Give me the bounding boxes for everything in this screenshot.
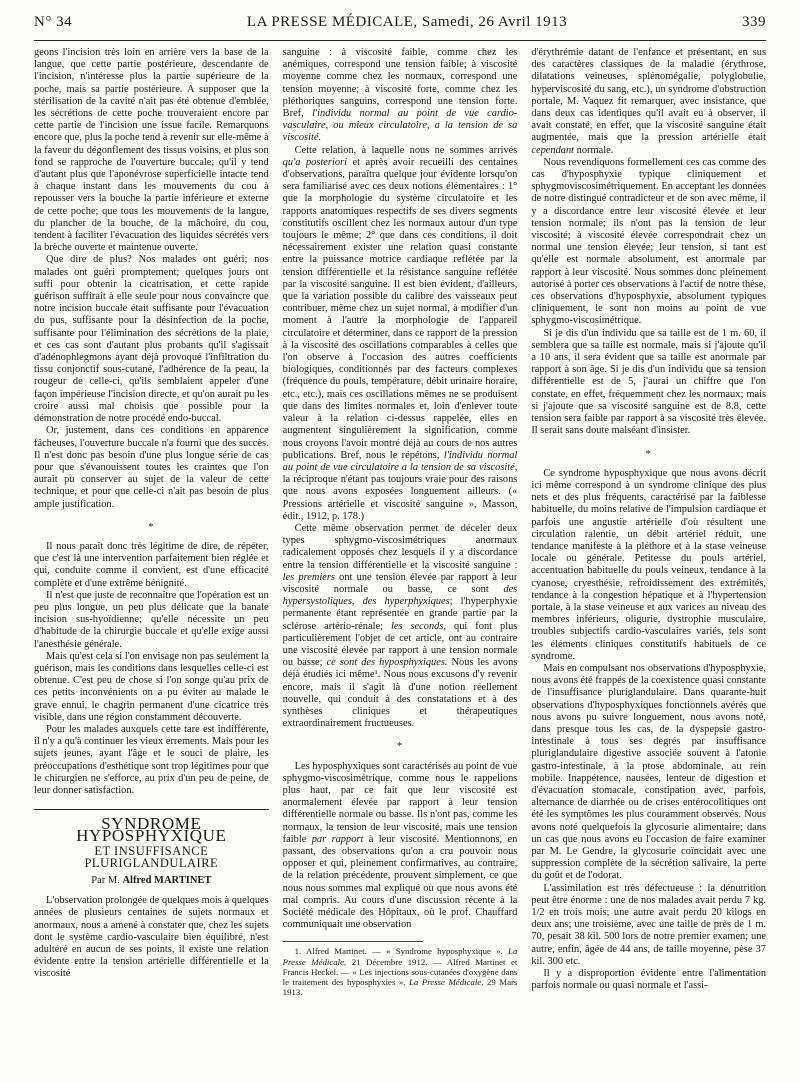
footnote: 1. Alfred Martinet. — « Syndrome hyposphyxique ». La Presse Médicale, 21 Décembre 1912. — Alfred Martinet et Francis Heckel. — « Les injections sous-cutanées d'oxygène dans le traitement des hyposphyxies ». La Presse Médicale, 29 Mars 1913. (282, 946, 518, 998)
masthead (34, 14, 766, 41)
journal-title-date: LA PRESSE MÉDICALE, Samedi, 26 Avril 1913 (246, 14, 568, 30)
paragraph: Mais en compulsant nos observations d'hyposphyxie, nous avons été frappés de la coexistence quasi constante de l'insuffisance pluriglandulaire. Dans quarante-huit observations d'hyposphyxiques fonctionnels avérés que nous avons pu suivre longuement, nous avons noté, dans presque tous les cas, de la dyspepsie gastro-intestinale à tous ses degrés par insuffisance pluriglandulaire digestive associée souvent à l'atonie gastro-intestinale, à la ptose abdominale, au rein mobile. Inappétence, nausées, lenteur de digestion et d'évacuation stomacale, constipation avec, parfois, alternance de diarrhée ou de crises entérocolitiques ont été les symptômes les plus couramment observés. Nous avons noté quelquefois la glycosurie alimentaire; dans un cas que nous avons eu l'occasion de faire examiner par M. Le Gendre, la glycosurie coïncidait avec une suppression complète de la sécrétion salivaire, la perte du goût et de l'odorat. (531, 662, 766, 882)
issue-number: N° 34 (34, 14, 73, 30)
paragraph: d'érythrémie datant de l'enfance et présentant, en sus des caractères classiques de la maladie (érythrose, dilatations veineuses, splénomégalie, polyglobulie, hyperviscosité du sang, etc.), un syndrome d'obstruction portale, M. Vaquez fit remarquer, avec insistance, que dans deux cas identiques qu'il avait eu à observer, il avait constaté, en effet, que la viscosité sanguine était augmentée, mais que la pression artérielle était cependant normale. (531, 47, 766, 156)
section-separator: * (645, 447, 652, 460)
footnote-rule (283, 941, 424, 942)
paragraph: Il y a disproportion évidente entre l'alimentation parfois normale ou quasi normale et l'assi- (531, 968, 766, 992)
author-name: Alfred MARTINET (122, 875, 212, 886)
article-subtitle: ET INSUFFISANCE PLURIGLANDULAIRE (84, 843, 219, 870)
paragraph: Les hyposphyxiques sont caractérisés au point de vue sphygmo-viscosimétrique, comme nous le rappelions plus haut, par ce fait que leur viscosité est anormalement élevée par rapport à leur tension différentielle normale ou basse. Ils n'ont pas, comme les normaux, la tension de leur viscosité, mais une tension faible par rapport à leur viscosité. Mentionnons, en passant, des observations qu'on a cru pouvoir nous opposer et qui, pleinement confirmatives, au contraire, de la relation précédente, prouvent simplement, ce que nous nous sommes mal expliqué ou que nous avons été mal compris. Au cours d'une discussion récente à la Société médicale des Hôpitaux, où le prof. Chauffard communiquait une observation (282, 760, 518, 931)
paragraph: Pour les malades auxquels cette tare est indifférente, il n'y a qu'à continuer les vieux errements. Mais pour les sujets jeunes, ayant l'âge et le souci de plaire, les préoccupations d'esthétique sont trop légitimes pour que le chirurgien ne s'efforce, au prix d'un peu de peine, de leur donner satisfaction. (34, 723, 269, 796)
article-title: SYNDROME HYPOSPHYXIQUE (76, 814, 227, 846)
paragraph: Mais qu'est cela si l'on envisage non pas seulement la guérison, mais les conditions dans lesquelles celle-ci est obtenue. C'est peu de chose si l'on songe qu'au prix de ces petits inconvénients on a pu éviter au malade le grave ennui, le chagrin permanent d'une cicatrice très visible, dans une région constamment découverte. (34, 650, 269, 723)
paragraph: L'observation prolongée de quelques mois à quelques années de plusieurs centaines de sujets normaux et anormaux, nous a amené à constater que, chez les sujets dont le système cardio-vasculaire bien équilibré, n'est adultéré en aucun de ses points, il existe une relation évidente entre la tension artérielle différentielle et la viscosité (34, 895, 269, 980)
column-3 (531, 47, 766, 1073)
paragraph: Cette relation, à laquelle nous ne sommes arrivés qu'a posteriori et après avoir recueilli des centaines d'observations, paraîtra quelque jour évidente lorsqu'on sera familiarisé avec ces deux notions élémentaires : 1° que la morphologie du système circulatoire et les rapports anatomiques respectifs de ses divers segments constitutifs oscillent chez les normaux autour d'un type toujours le même; 2° que dans ces conditions, il doit nécessairement exister une relation quasi constante entre la puissance motrice cardiaque reflétée par la tension différentielle et la résistance sanguine reflétée par la viscosité sanguine. Il est bien évident, d'ailleurs, que la variation possible du calibre des vaisseaux peut contribuer, même chez un sujet normal, à modifier d'un moment à l'autre la morphologie de l'appareil circulatoire et déterminer, dans ce rapport de la pression à la viscosité des oscillations comparables à celles que l'on observe à l'occasion des autres coefficients biologiques, conditionnés par des facteurs complexes (fréquence du pouls, température, débit urinaire horaire, etc., etc.), mais ces oscillations mêmes ne se produisent que dans des limites normales et, loin d'enlever toute valeur à la relation ci-dessus rappelée, elles en augmentent singulièrement la signification, comme nous croyons l'avoir montré déjà au cours de nos autres publications. Bref, nous le répétons, l'individu normal au point de vue circulatoire a la tension de sa viscosité, la réciproque n'étant pas toujours vraie pour des raisons que nous avons exposées longuement ailleurs. (« Pressions artérielle et viscosité sanguine », Masson, édit., 1912, p. 178.) (282, 144, 518, 522)
column-2 (283, 47, 518, 1073)
article-divider (34, 809, 269, 810)
page-number: 339 (741, 14, 766, 30)
paragraph: Or, justement, dans ces conditions en apparence fâcheuses, l'ouverture buccale n'a fourni que des succès. Il n'est donc pas besoin d'une plus longue série de cas pour que s'évanouissent toutes les craintes que l'on aurait pu conserver au sujet de la valeur de cette technique, et pour que celle-ci n'ait pas besoin de plus ample justification. (34, 425, 269, 510)
article-author (34, 875, 269, 887)
paragraph: Ce syndrome hyposphyxique que nous avons décrit ici même correspond à un syndrome clinique des plus nets et des plus fréquents, caractérisé par la faiblesse habituelle, du moins relative de l'impulsion cardiaque et parfois une angustie artérielle d'où résultent une circulation ralentie, un débit artériel réduit, une tendance manifeste à la pléthore et à la stase veineuse locale ou générale. Petitesse du pouls artériel, accentuation habituelle du pouls veineux, tendance à la cyanose, cryesthésie, refroidissement des extrémités, tendance à la congestion hépatique et à l'hypertension portale, à la stase veineuse et aux varices au niveau des membres inférieurs, oligurie, dystrophie musculaire, troubles subjectifs cardio-vasculaires variés, tels sont les éléments cliniques constitutifs habituels de ce syndrome. (531, 467, 766, 662)
section-separator: * (396, 740, 404, 753)
paragraph: Il nous paraît donc très légitime de dire, de répéter, que c'est là une intervention parfaitement bien réglée et qui, conduite comme il convient, est d'une efficacité complète et d'une extrême bénignité. (34, 540, 269, 589)
paragraph: geons l'incision très loin en arrière vers la base de la langue, que cette partie postérieure, descendante de l'incision, n'intéresse plus la partie supérieure de la poche, mais sa partie postérieure. A supposer que la stérilisation de la cavité n'ait pas été obtenue d'emblée, les sécrétions de cette poche trouveraient encore par cette partie de l'incision une issue facile. Remarquons encore que, plus la poche tend à revenir sur elle-même à la faveur du dégonflement des tissus voisins, et plus son fond se rapproche de l'ouverture buccale; qu'il y tend d'autant plus que l'aponévrose superficielle intacte tend à chaque instant dans les mouvements du cou à repousser vers la bouche la partie inférieure et externe de cette poche; que tous les mouvements de la langue, du plancher de la bouche, de la mâchoire, du cou, tendent à faciliter l'évacuation des liquides sécrétés vers la brèche ouverte et maintenue ouverte. (34, 47, 269, 254)
paragraph: L'assimilation est très défectueuse : la dénutrition peut être énorme : une de nos malades avait perdu 7 kg. 1/2 en trois mois; une autre avait perdu 20 kilogs en deux ans; une troisième, avec une taille de près de 1 m. 70, pesait 38 kil. 500 lors de notre premier examen; une autre, enfin, âgée de 44 ans, de taille moyenne, pèse 37 kil. 300 etc. (531, 882, 766, 967)
author-prefix: Par M. (91, 875, 120, 886)
paragraph: Que dire de plus? Nos malades ont guéri; nos malades ont guéri promptement; quelques jours ont suffi pour obtenir la cicatrisation, et cette rapide guérison suffirait à elle seule pour nous convaincre que notre incision buccale était suffisante pour l'évacuation du pus, suffisante pour la désinfection de la poche, suffisante pour l'élimination des sécrétions de la plaie, et ces cas sont d'autant plus probants qu'il s'agissait d'adénophlegmons ayant déjà provoqué l'infiltration du tissu conjonctif sous-cutané, l'adhérence de la peau, la rougeur de celle-ci, qu'ils semblaient appeler d'une façon impérieuse l'incision directe, et qu'on aurait pu les croire aussi mal choisis que possible pour la démonstration de notre procédé endo-buccal. (34, 254, 269, 425)
paragraph: Il n'est que juste de reconnaître que l'opération est un peu plus longue, un peu plus délicate que la banale incision sus-hyoïdienne; qu'elle nécessite un peu d'habitude de la chirurgie buccale et qu'elle exige aussi l'anesthésie générale. (34, 589, 269, 650)
paragraph: Cette même observation permet de déceler deux types sphygmo-viscosimétriques anormaux radicalement opposés chez lesquels il y a discordance entre la tension différentielle et la viscosité sanguine : les premiers ont une tension élevée par rapport à leur viscosité normale ou basse, ce sont des hypersystoliques, des hyperphyxiques; l'hyperphyxie permanente étant représentée en grande partie par la sclérose artério-rénale; les seconds, qui font plus particulièrement l'objet de cet article, ont au contraire une viscosité élevée par rapport à une tension normale ou basse; ce sont des hyposphyxiques. Nous les avons déjà étudiés ici même¹. Nous nous excusons d'y revenir encore, mais il s'agit là d'une notion réellement nouvelle, qui conduit à des constatations et à des synthèses cliniques et thérapeutiques extraordinairement fructueuses. (282, 522, 518, 730)
section-separator: * (148, 520, 155, 533)
column-1 (34, 47, 269, 1073)
text-columns (34, 47, 766, 1073)
paragraph: Nous revendiquons formellement ces cas comme des cas d'hyposphyxie typique cliniquement et sphygmoviscosimétriquement. En acceptant les données de notre distingué contradicteur et de son avec même, il y a discordance entre leur viscosité élevée et leur tension normale; ils n'ont pas la tension de leur viscosité; à viscosité élevée correspondrait chez un normal une tension élevée; leur tension, si tant est qu'elle est normale absolument, est anormale par rapport à leur viscosité. Nous sommes donc pleinement autorisé à porter ces observations à l'actif de notre thèse, ces observations d'hyposphyxie, absolument typiques cliniquement, le sont non moins au point de vue sphygmo-viscosimétrique. (531, 156, 766, 327)
paragraph: Si je dis d'un individu que sa taille est de 1 m. 60, il semblera que sa taille est normale, mais si j'ajoute qu'il a 10 ans, il sera évident que sa taille est anormale par rapport à son âge. Si je dis d'un individu que sa tension différentielle est de 5, j'aurai un chiffre que l'on constate, en effet, fréquemment chez les normaux; mais si j'ajoute que sa viscosité sanguine est de 8.8, cette tension sera faible par rapport à sa viscosité très élevée. Il serait sans doute malséant d'insister. (531, 327, 766, 437)
paragraph: sanguine : à viscosité faible, comme chez les anémiques, correspond une tension faible; à viscosité moyenne comme chez les normaux, correspond une tension moyenne; à viscosité forte, comme chez les pléthoriques sanguins, correspond une tension forte. Bref, l'individu normal au point de vue cardio-vasculaire, ou mieux circulatoire, a la tension de sa viscosité. (282, 47, 518, 144)
